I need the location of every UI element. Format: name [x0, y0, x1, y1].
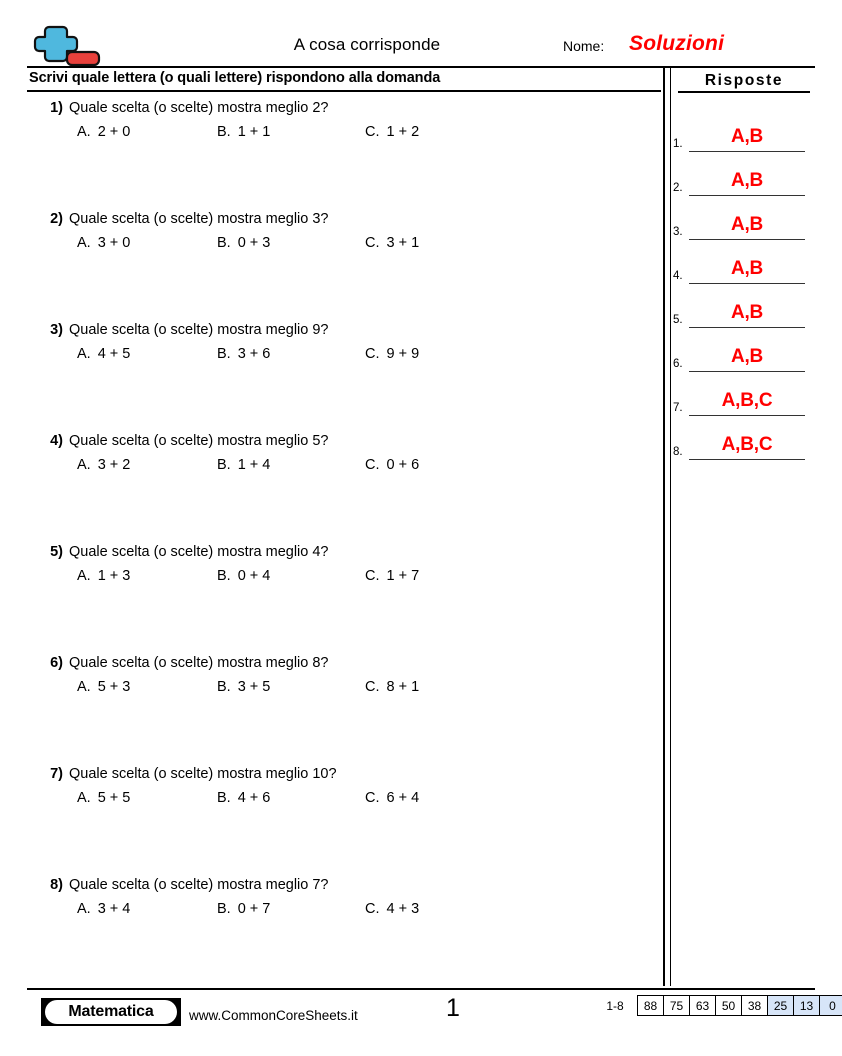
- question-number: 1): [50, 100, 63, 116]
- choice-a-value: 5 + 5: [97, 790, 131, 806]
- brand-label: Matematica: [68, 1003, 154, 1020]
- answer-blank[interactable]: [689, 389, 805, 416]
- choice-b-value: 0 + 3: [237, 235, 271, 251]
- choice-c-letter: C.: [365, 124, 380, 140]
- question-number: 6): [50, 655, 63, 671]
- answer-index: 6.: [673, 358, 683, 370]
- question-item: [27, 542, 647, 653]
- answer-blank[interactable]: [689, 169, 805, 196]
- question-heading: [27, 431, 647, 455]
- score-cell: 88: [638, 996, 664, 1015]
- choice-b-value: 3 + 6: [237, 346, 271, 362]
- choice-a-value: 1 + 3: [97, 568, 131, 584]
- question-text: Quale scelta (o scelte) mostra meglio 10?: [69, 766, 337, 782]
- choice-c[interactable]: [365, 457, 419, 473]
- answer-row: [673, 416, 815, 460]
- choice-c[interactable]: [365, 346, 419, 362]
- score-range-label: 1-8: [606, 998, 624, 1013]
- question-choices: [27, 788, 647, 812]
- choice-b-letter: B.: [217, 235, 231, 251]
- answer-row: [673, 284, 815, 328]
- choice-b[interactable]: [217, 568, 270, 584]
- question-number: 4): [50, 433, 63, 449]
- column-divider: [663, 66, 671, 986]
- choice-b-letter: B.: [217, 790, 231, 806]
- question-choices: [27, 566, 647, 590]
- score-cell: 0: [820, 996, 842, 1015]
- worksheet-page: [13, 0, 836, 1056]
- brand-pill: [45, 1000, 177, 1024]
- choice-a-letter: A.: [77, 346, 91, 362]
- choice-a-value: 3 + 4: [97, 901, 131, 917]
- answer-blank[interactable]: [689, 345, 805, 372]
- score-cell: 50: [716, 996, 742, 1015]
- instruction-text: Scrivi quale lettera (o quali lettere) rispondono alla domanda: [29, 70, 441, 86]
- choice-c[interactable]: [365, 568, 419, 584]
- choice-c-value: 9 + 9: [386, 346, 420, 362]
- score-cell: 75: [664, 996, 690, 1015]
- question-choices: [27, 344, 647, 368]
- choice-c-value: 8 + 1: [386, 679, 420, 695]
- choice-b-letter: B.: [217, 901, 231, 917]
- answer-value: A,B: [730, 170, 764, 191]
- choice-a-value: 3 + 2: [97, 457, 131, 473]
- choice-a[interactable]: [77, 790, 130, 806]
- choice-a[interactable]: [77, 235, 130, 251]
- question-item: [27, 209, 647, 320]
- answer-blank[interactable]: [689, 433, 805, 460]
- choice-c-letter: C.: [365, 790, 380, 806]
- question-choices: [27, 677, 647, 701]
- choice-a-value: 5 + 3: [97, 679, 131, 695]
- answer-value: A,B: [730, 258, 764, 279]
- answer-index: 3.: [673, 226, 683, 238]
- answer-blank[interactable]: [689, 125, 805, 152]
- question-item: [27, 764, 647, 875]
- question-number: 5): [50, 544, 63, 560]
- answer-index: 7.: [673, 402, 683, 414]
- choice-c-value: 4 + 3: [386, 901, 420, 917]
- question-choices: [27, 122, 647, 146]
- choice-b[interactable]: [217, 124, 270, 140]
- answer-value: A,B,C: [721, 390, 773, 411]
- brand-badge: [41, 998, 181, 1026]
- choice-a-value: 2 + 0: [97, 124, 131, 140]
- choice-a[interactable]: [77, 124, 130, 140]
- choice-b[interactable]: [217, 235, 270, 251]
- question-item: [27, 98, 647, 209]
- choice-c-value: 3 + 1: [386, 235, 420, 251]
- choice-a-letter: A.: [77, 679, 91, 695]
- answer-index: 5.: [673, 314, 683, 326]
- choice-b[interactable]: [217, 790, 270, 806]
- question-text: Quale scelta (o scelte) mostra meglio 8?: [69, 655, 329, 671]
- answer-value: A,B: [730, 214, 764, 235]
- choice-b-value: 0 + 4: [237, 568, 271, 584]
- page-title: A cosa corrisponde: [293, 35, 441, 54]
- question-heading: [27, 653, 647, 677]
- score-table: [593, 995, 842, 1016]
- question-text: Quale scelta (o scelte) mostra meglio 5?: [69, 433, 329, 449]
- choice-b-letter: B.: [217, 124, 231, 140]
- choice-c-letter: C.: [365, 346, 380, 362]
- choice-b-value: 1 + 1: [237, 124, 271, 140]
- choice-c[interactable]: [365, 901, 419, 917]
- site-url: www.CommonCoreSheets.it: [189, 1008, 358, 1023]
- question-item: [27, 875, 647, 986]
- question-text: Quale scelta (o scelte) mostra meglio 9?: [69, 322, 329, 338]
- choice-b[interactable]: [217, 346, 270, 362]
- answer-blank[interactable]: [689, 213, 805, 240]
- question-heading: [27, 875, 647, 899]
- answer-value: A,B: [730, 126, 764, 147]
- question-heading: [27, 320, 647, 344]
- choice-b-value: 4 + 6: [237, 790, 271, 806]
- answer-row: [673, 240, 815, 284]
- question-item: [27, 431, 647, 542]
- answer-blank[interactable]: [689, 257, 805, 284]
- score-cell: 38: [742, 996, 768, 1015]
- choice-a[interactable]: [77, 568, 130, 584]
- question-number: 2): [50, 211, 63, 227]
- choice-b-value: 0 + 7: [237, 901, 271, 917]
- choice-c-value: 0 + 6: [386, 457, 420, 473]
- choice-a-value: 3 + 0: [97, 235, 131, 251]
- score-cell: 13: [794, 996, 820, 1015]
- choice-a-letter: A.: [77, 790, 91, 806]
- question-text: Quale scelta (o scelte) mostra meglio 3?: [69, 211, 329, 227]
- choice-a[interactable]: [77, 457, 130, 473]
- choice-c[interactable]: [365, 124, 419, 140]
- choice-b[interactable]: [217, 457, 270, 473]
- choice-a[interactable]: [77, 901, 130, 917]
- answer-row: [673, 196, 815, 240]
- choice-b-value: 3 + 5: [237, 679, 271, 695]
- answer-row: [673, 372, 815, 416]
- choice-a-letter: A.: [77, 124, 91, 140]
- name-value: Soluzioni: [629, 32, 725, 55]
- question-number: 8): [50, 877, 63, 893]
- choice-a[interactable]: [77, 346, 130, 362]
- question-text: Quale scelta (o scelte) mostra meglio 7?: [69, 877, 329, 893]
- answer-row: [673, 328, 815, 372]
- question-item: [27, 653, 647, 764]
- choice-c[interactable]: [365, 790, 419, 806]
- choice-a-letter: A.: [77, 457, 91, 473]
- choice-b[interactable]: [217, 901, 270, 917]
- choice-c-value: 1 + 7: [386, 568, 420, 584]
- question-text: Quale scelta (o scelte) mostra meglio 2?: [69, 100, 329, 116]
- choice-b-value: 1 + 4: [237, 457, 271, 473]
- score-cells: [637, 995, 842, 1016]
- choice-b-letter: B.: [217, 679, 231, 695]
- page-number: 1: [446, 994, 460, 1022]
- score-cell: 63: [690, 996, 716, 1015]
- question-choices: [27, 233, 647, 257]
- instruction-divider-rule: [27, 90, 661, 92]
- answer-key-title: Risposte: [678, 72, 810, 93]
- questions-list: [27, 98, 647, 986]
- choice-b-letter: B.: [217, 346, 231, 362]
- answer-index: 4.: [673, 270, 683, 282]
- question-number: 3): [50, 322, 63, 338]
- choice-c[interactable]: [365, 679, 419, 695]
- choice-a-letter: A.: [77, 235, 91, 251]
- choice-c-value: 6 + 4: [386, 790, 420, 806]
- choice-c-letter: C.: [365, 679, 380, 695]
- score-cell: 25: [768, 996, 794, 1015]
- choice-a-letter: A.: [77, 568, 91, 584]
- choice-c-letter: C.: [365, 568, 380, 584]
- choice-c-letter: C.: [365, 901, 380, 917]
- answer-key-panel: [673, 68, 815, 460]
- choice-b[interactable]: [217, 679, 270, 695]
- choice-c-letter: C.: [365, 235, 380, 251]
- choice-c[interactable]: [365, 235, 419, 251]
- choice-a-value: 4 + 5: [97, 346, 131, 362]
- question-heading: [27, 764, 647, 788]
- question-heading: [27, 542, 647, 566]
- answer-value: A,B,C: [721, 434, 773, 455]
- answer-row: [673, 152, 815, 196]
- question-number: 7): [50, 766, 63, 782]
- question-heading: [27, 209, 647, 233]
- question-text: Quale scelta (o scelte) mostra meglio 4?: [69, 544, 329, 560]
- answer-index: 2.: [673, 182, 683, 194]
- answer-row: [673, 108, 815, 152]
- question-heading: [27, 98, 647, 122]
- answer-value: A,B: [730, 302, 764, 323]
- choice-b-letter: B.: [217, 457, 231, 473]
- choice-b-letter: B.: [217, 568, 231, 584]
- choice-a-letter: A.: [77, 901, 91, 917]
- name-label: Nome:: [563, 38, 605, 54]
- answer-value: A,B: [730, 346, 764, 367]
- question-item: [27, 320, 647, 431]
- question-choices: [27, 455, 647, 479]
- choice-c-letter: C.: [365, 457, 380, 473]
- plus-minus-logo-icon: [31, 24, 105, 68]
- worksheet-header: [27, 22, 815, 68]
- answer-key-list: [673, 108, 815, 460]
- question-choices: [27, 899, 647, 923]
- footer-divider-rule: [27, 988, 815, 990]
- answer-index: 8.: [673, 446, 683, 458]
- choice-a[interactable]: [77, 679, 130, 695]
- choice-c-value: 1 + 2: [386, 124, 420, 140]
- answer-blank[interactable]: [689, 301, 805, 328]
- answer-index: 1.: [673, 138, 683, 150]
